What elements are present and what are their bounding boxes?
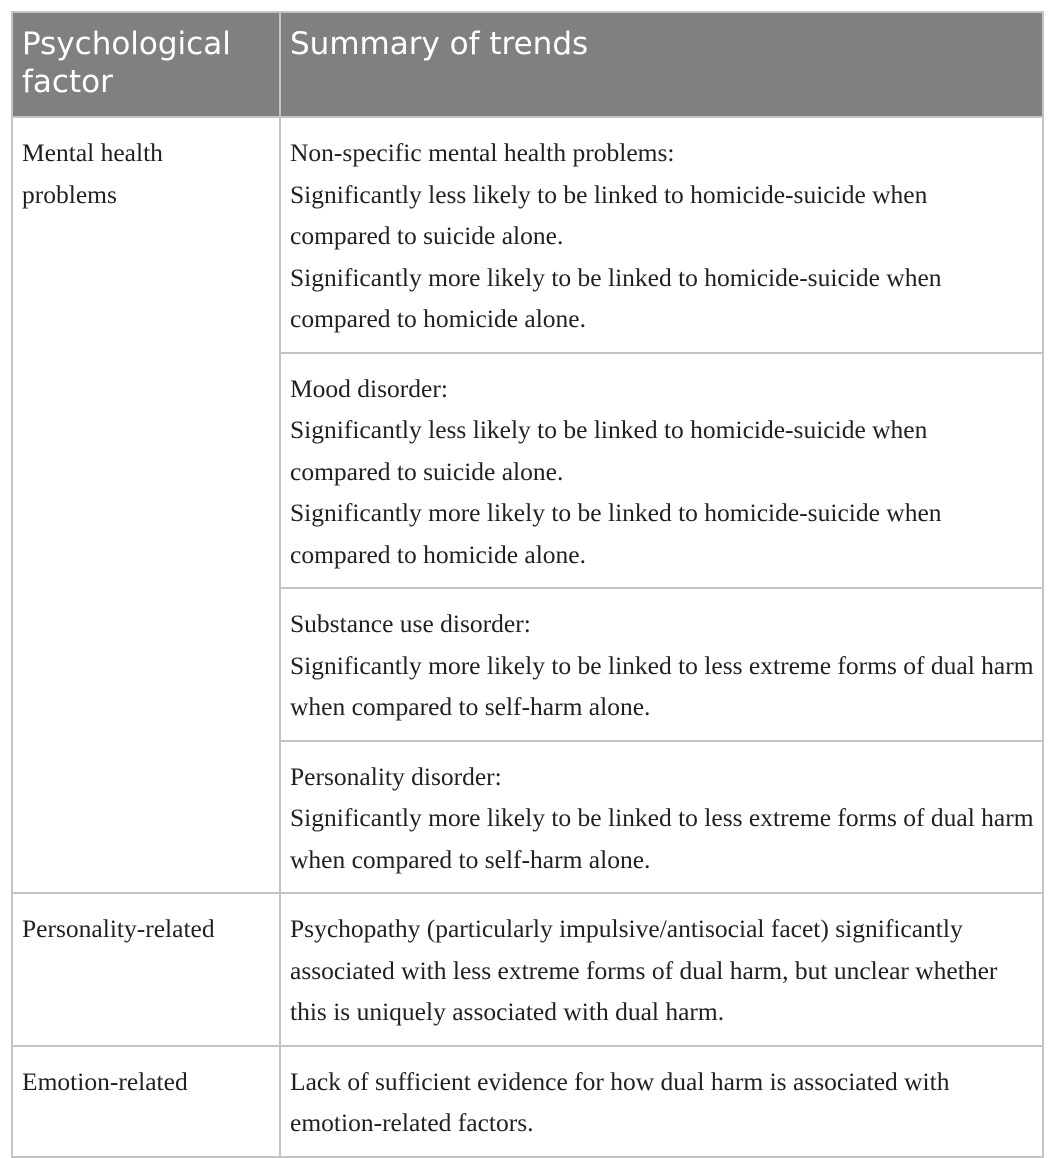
header-summary-of-trends: Summary of trends xyxy=(280,12,1043,117)
summary-title: Personality disorder: xyxy=(290,761,502,791)
summary-title: Substance use disorder: xyxy=(290,609,531,638)
table-row xyxy=(12,893,1043,1046)
summary-cell xyxy=(280,741,1043,894)
factor-cell: Emotion-related xyxy=(12,1046,280,1157)
factor-cell: Mental health problems xyxy=(12,117,280,893)
table-row xyxy=(12,117,1043,353)
summary-cell xyxy=(280,1046,1043,1157)
summary-cell xyxy=(280,117,1043,353)
summary-line: Psychopathy (particularly impulsive/antisocial facet) significantly associated with less extreme forms of dual harm, but unclear whether this is uniquely associated with dual harm. xyxy=(290,914,998,1026)
summary-line: Significantly less likely to be linked to homicide-suicide when compared to suicide alone. xyxy=(290,415,928,486)
summary-line: Significantly more likely to be linked to less extreme forms of dual harm when compared to self-harm alone. xyxy=(290,803,1034,874)
summary-cell xyxy=(280,353,1043,589)
summary-line: Significantly less likely to be linked to homicide-suicide when compared to suicide alone. xyxy=(290,179,928,250)
summary-title: Mood disorder: xyxy=(290,373,448,403)
summary-cell xyxy=(280,893,1043,1046)
summary-line: Significantly more likely to be linked to less extreme forms of dual harm when compared to self-harm alone. xyxy=(290,650,1034,721)
summary-title: Non-specific mental health problems: xyxy=(290,138,675,167)
summary-line: Significantly more likely to be linked to homicide-suicide when compared to homicide alone. xyxy=(290,498,942,569)
header-row xyxy=(12,12,1043,117)
summary-line: Lack of sufficient evidence for how dual harm is associated with emotion-related factors. xyxy=(290,1066,950,1137)
header-psychological-factor: Psychological factor xyxy=(12,12,280,117)
trends-table xyxy=(11,11,1044,1158)
factor-cell: Personality-related xyxy=(12,893,280,1046)
summary-line: Significantly more likely to be linked to homicide-suicide when compared to homicide alone. xyxy=(290,262,942,333)
summary-cell xyxy=(280,588,1043,741)
table-row xyxy=(12,1046,1043,1157)
